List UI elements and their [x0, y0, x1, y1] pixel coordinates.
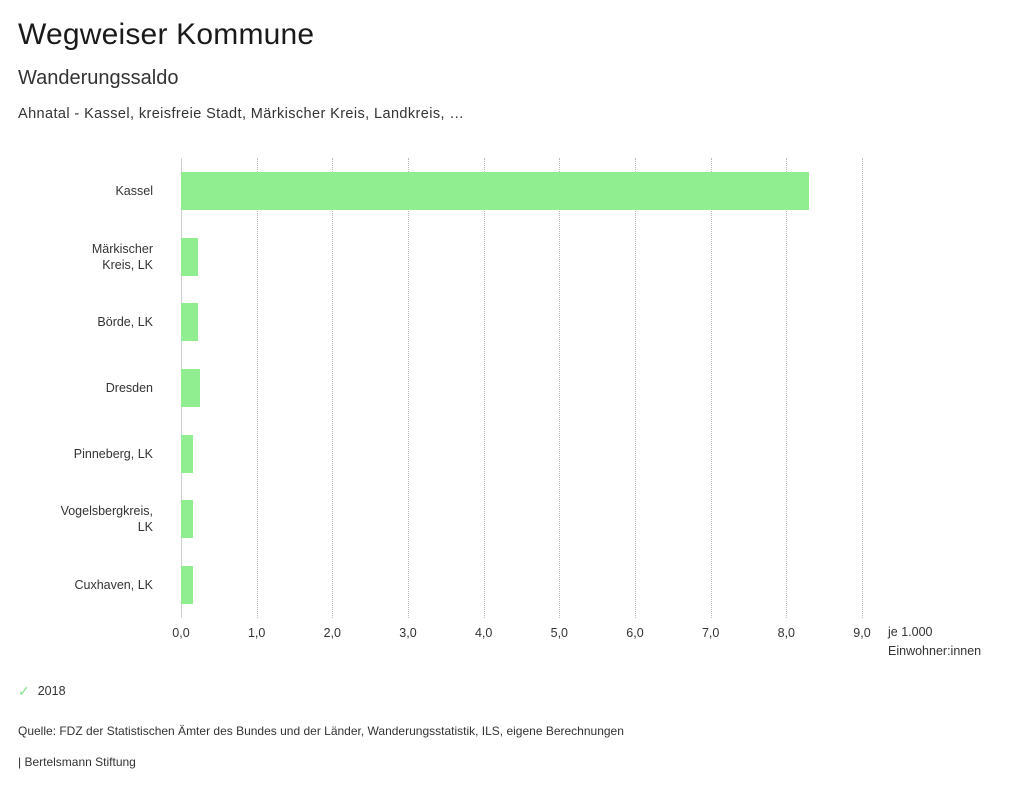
bar-row [181, 487, 862, 553]
unit-line-1: je 1.000 [888, 625, 933, 639]
legend[interactable] [18, 684, 66, 698]
bar[interactable] [181, 369, 200, 407]
y-axis-labels [0, 158, 163, 618]
y-axis-label [0, 380, 153, 396]
region-selection-label: Ahnatal - Kassel, kreisfreie Stadt, Märkischer Kreis, Landkreis, … [18, 106, 465, 122]
y-axis-label-line: Cuxhaven, LK [74, 578, 153, 593]
bar[interactable] [181, 566, 193, 604]
x-axis-unit-label [888, 623, 981, 661]
page-title: Wegweiser Kommune [18, 18, 315, 51]
bar[interactable] [181, 172, 809, 210]
x-axis [172, 618, 871, 646]
y-axis-label-line: Börde, LK [97, 315, 153, 330]
bar-row [181, 421, 862, 487]
y-axis-label [0, 577, 153, 593]
unit-line-2: Einwohner:innen [888, 644, 982, 658]
bar-row [181, 355, 862, 421]
y-axis-label-line: LK [137, 520, 153, 535]
y-axis-label [0, 314, 153, 330]
bar[interactable] [181, 238, 198, 276]
bar-row [181, 552, 862, 618]
gridline [862, 158, 863, 618]
legend-series-label: 2018 [37, 684, 66, 698]
bar[interactable] [181, 500, 193, 538]
check-icon: ✓ [18, 683, 30, 699]
y-axis-label-line: Kassel [115, 183, 153, 198]
bar-rows [181, 158, 862, 618]
bar-row [181, 289, 862, 355]
y-axis-label-line: Märkischer [91, 241, 153, 256]
x-axis-tick-label: 5,0 [550, 626, 569, 640]
x-axis-tick-label: 9,0 [853, 626, 871, 640]
y-axis-label [0, 183, 153, 199]
imprint-note: | Bertelsmann Stiftung [18, 755, 136, 769]
y-axis-label [0, 446, 153, 462]
chart-subtitle: Wanderungssaldo [18, 67, 179, 89]
y-axis-label-line: Kreis, LK [102, 257, 153, 272]
bar[interactable] [181, 435, 193, 473]
x-axis-tick-label: 0,0 [172, 626, 190, 640]
y-axis-label [0, 503, 153, 535]
y-axis-label-line: Dresden [105, 381, 153, 395]
y-axis-label-line: Vogelsbergkreis, [60, 504, 153, 519]
x-axis-tick-label: 6,0 [626, 626, 644, 640]
y-axis-label-line: Pinneberg, LK [73, 446, 153, 461]
bar[interactable] [181, 303, 198, 341]
bar-row [181, 158, 862, 224]
x-axis-tick-label: 7,0 [701, 626, 720, 640]
y-axis-label [0, 241, 153, 273]
x-axis-tick-label: 2,0 [323, 626, 342, 640]
x-axis-tick-label: 1,0 [247, 626, 266, 640]
bar-row [181, 224, 862, 290]
x-axis-tick-label: 3,0 [399, 626, 417, 640]
plot-area [181, 158, 862, 618]
source-note: Quelle: FDZ der Statistischen Ämter des Bundes und der Länder, Wanderungsstatistik, ILS, eigene Berechnungen [18, 724, 624, 738]
x-axis-tick-label: 8,0 [777, 626, 796, 640]
x-axis-tick-label: 4,0 [474, 626, 493, 640]
